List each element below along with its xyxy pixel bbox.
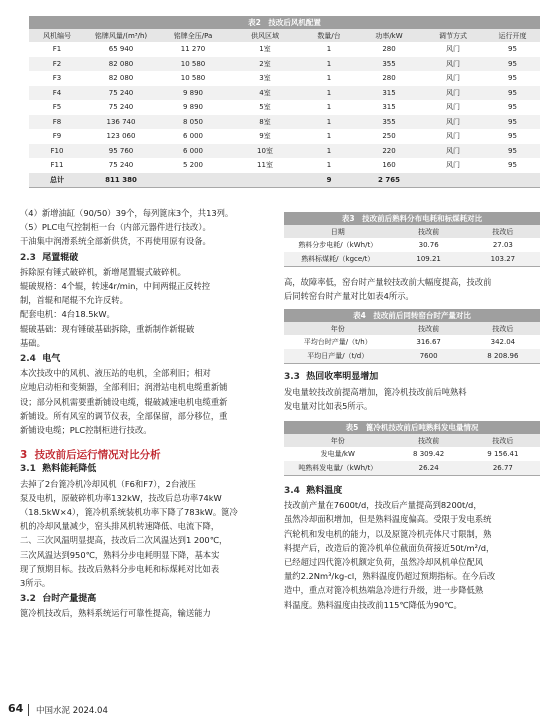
table-cell: 82 080	[108, 74, 134, 83]
table-row	[29, 158, 540, 173]
table-row	[29, 86, 540, 101]
table-cell: 3室	[259, 74, 271, 83]
text-line: 辊破基础：现有锤破基础拆除，重新制作新辊破	[20, 323, 195, 334]
text-line: 现了预期目标。技改后熟料分步电耗和标煤耗对比如表	[20, 563, 220, 574]
text-line: 机的冷却风量减少，窑头排风机转速降低、电流下降，	[20, 521, 220, 532]
text-line: 造中，重点对篦冷机热端急冷进行升级，进一步降低熟	[284, 585, 484, 596]
column-header: 技改前	[392, 434, 466, 447]
column-header: 技改后	[466, 225, 540, 238]
table-cell: 5室	[259, 103, 271, 112]
text-line: 料提产后，改造后的篦冷机单位截面负荷接近50t/m²/d，	[284, 542, 495, 553]
table-cell: 95	[508, 132, 517, 141]
table-cell: 8 208.96	[466, 349, 540, 363]
table-row	[29, 115, 540, 130]
column-header: 风机编号	[29, 29, 85, 42]
table5-grid	[284, 434, 540, 475]
paragraph-equipment	[20, 206, 274, 249]
text-line: 应地启动柜和变频器，全部利旧；润滑站电机电缆重新铺	[20, 382, 228, 393]
text-line: 拆除原有锤式破碎机，新增尾置辊式破碎机。	[20, 266, 186, 277]
table-cell: F11	[50, 161, 64, 170]
table-cell: 316.67	[416, 338, 441, 347]
page-number: 64	[8, 702, 24, 715]
table-cell: 75 240	[108, 103, 134, 112]
table-cell: 95	[485, 86, 540, 101]
table-cell: 250	[382, 132, 396, 141]
table-cell: 熟料分步电耗/（kWh/t）	[298, 241, 378, 249]
column-header: 技改前	[392, 225, 466, 238]
table3	[284, 212, 540, 267]
paragraph-output-cont	[284, 275, 540, 303]
table-cell: 220	[357, 144, 421, 159]
table-cell: 75 240	[108, 161, 134, 170]
text-line: 高，故障率低，窑台时产量较技改前大幅度提高，技改前	[284, 277, 492, 287]
table-cell: 风门	[421, 144, 485, 159]
text-line: （5）PLC电气控制柜一台（内部元器件进行技改）。	[20, 222, 211, 233]
table-row	[284, 349, 540, 363]
table5-caption: 表5 篦冷机技改前后吨熟料发电量情况	[284, 421, 540, 434]
text-line: 辊破规格：4个辊，转速4r/min，中间两辊正反转控	[20, 281, 211, 292]
table-cell: 123 060	[106, 132, 136, 141]
table-cell: 75 240	[85, 86, 157, 101]
text-line: 基础。	[20, 337, 45, 348]
table-cell: 11 270	[180, 45, 206, 54]
table-cell: F3	[52, 74, 62, 83]
table-row	[284, 461, 540, 475]
table-cell	[421, 173, 485, 188]
text-line: 发电量对比如表5所示。	[284, 400, 373, 411]
table-cell: F4	[29, 86, 85, 101]
heading-3: 3 技改前后运行情况对比分析	[20, 449, 161, 462]
text-line: 3所示。	[20, 578, 51, 589]
table-cell	[157, 173, 229, 188]
column-header: 技改后	[466, 434, 540, 447]
table-cell: F5	[52, 103, 62, 112]
table-cell: 6 000	[157, 144, 229, 159]
table-cell: 10室	[229, 144, 301, 159]
journal-name: 中国水泥 2024.04	[36, 706, 108, 716]
paragraph-clinker-temp	[284, 498, 540, 612]
heading-3-1: 3.1 熟料能耗降低	[20, 464, 97, 475]
table-cell: 10 580	[157, 57, 229, 72]
table-cell: 1	[301, 57, 357, 72]
text-line: 三次风温达到950℃，熟料分步电耗明显下降，基本实	[20, 549, 220, 560]
table-cell: 风门	[446, 161, 460, 170]
table-cell: 355	[357, 115, 421, 130]
right-column	[284, 212, 540, 612]
table-cell: 平均日产量/（t/d）	[284, 349, 392, 363]
table-cell: 1	[326, 103, 332, 112]
column-header: 技改前	[392, 322, 466, 335]
table-cell: 355	[357, 57, 421, 72]
text-line: 后同转窑台时产量对比如表4所示。	[284, 291, 414, 302]
table-cell: 315	[382, 103, 396, 112]
table-cell: 2室	[229, 57, 301, 72]
table-cell: 平均台时产量/（t/h）	[303, 338, 372, 347]
text-line: 虽然冷却面积增加，但是熟料温度偏高。受限于发电系统	[284, 514, 492, 525]
table-row	[284, 335, 540, 349]
table4-caption: 表4 技改前后同转窑台时产量对比	[284, 309, 540, 322]
paragraph-heat-recovery	[284, 385, 540, 413]
heading-3-4: 3.4 熟料温度	[284, 486, 343, 497]
table2-caption: 表2 技改后风机配置	[29, 16, 540, 29]
footer-divider	[28, 704, 29, 716]
text-line: 二、三次风温明显提高，技改后二次风温达到1 200℃，	[20, 535, 228, 546]
table-row	[29, 144, 540, 159]
table-row	[29, 129, 540, 144]
section-3-4	[284, 484, 540, 612]
table-cell: 342.04	[490, 338, 516, 347]
table-cell: 9	[301, 173, 357, 188]
table-cell: 65 940	[108, 45, 134, 54]
column-header: 数量/台	[301, 29, 357, 42]
table-cell: F2	[29, 57, 85, 72]
table-cell: 9 156.41	[487, 450, 519, 459]
column-header: 运行开度	[485, 29, 540, 42]
table-cell: 315	[357, 86, 421, 101]
footer	[0, 700, 556, 726]
column-header: 铭牌全压/Pa	[157, 29, 229, 42]
heading-2-4: 2.4 电气	[20, 354, 61, 365]
paragraph-output	[20, 606, 274, 620]
table-cell: 1	[326, 45, 332, 54]
table-cell: 82 080	[85, 57, 157, 72]
table-cell: 7600	[392, 349, 466, 363]
table-cell	[485, 173, 540, 188]
table-cell: 109.21	[392, 252, 466, 266]
table-cell: F8	[29, 115, 85, 130]
table-cell: 95	[485, 57, 540, 72]
heading-3-2: 3.2 台时产量提高	[20, 594, 97, 605]
table-cell: 95	[485, 144, 540, 159]
text-line: 篦冷机技改后，熟料系统运行可靠性提高，输送能力	[20, 608, 211, 619]
table-cell: 5 200	[182, 161, 204, 170]
table-cell: 9室	[259, 132, 271, 141]
text-line: （4）新增油缸（90/50）39个，每列篦床3个，共13列。	[20, 208, 234, 218]
table-row	[284, 447, 540, 461]
table-cell: 160	[382, 161, 396, 170]
table-cell: 1	[326, 161, 332, 170]
text-line: 干油集中润滑系统全部新供货，不再使用原有设备。	[20, 236, 211, 247]
table-cell: 95	[508, 74, 517, 83]
table-cell: 发电量/kW	[320, 450, 355, 459]
column-header: 铭牌风量/(m³/h)	[85, 29, 157, 42]
table-cell: 95	[508, 45, 517, 54]
table-cell: F9	[52, 132, 62, 141]
table-row	[29, 57, 540, 72]
text-line: 设；部分风机需要重新铺设电缆，辊破减速电机电缆重新	[20, 396, 228, 407]
text-line: 配套电机：4台18.5kW。	[20, 309, 115, 320]
text-line: 制，首辊和尾辊不允许反转。	[20, 295, 128, 306]
table-cell: 1	[301, 86, 357, 101]
table-total-row	[29, 173, 540, 188]
table-cell: 280	[382, 74, 396, 83]
table-cell: 95	[508, 103, 517, 112]
table5	[284, 421, 540, 476]
table-cell: 95 760	[85, 144, 157, 159]
table-cell: 熟料标煤耗/（kgce/t）	[284, 252, 392, 266]
table-cell: 811 380	[85, 173, 157, 188]
column-header: 日期	[284, 225, 392, 238]
table-cell: 30.76	[418, 241, 439, 249]
table-row	[284, 238, 540, 252]
table-cell: 1	[301, 115, 357, 130]
column-header: 技改后	[466, 322, 540, 335]
table-cell: 吨熟料发电量/（kWh/t）	[284, 461, 392, 475]
text-line: 技改前产量在7600t/d，技改后产量提高到8200t/d，	[284, 500, 482, 511]
table-cell: 1	[326, 74, 332, 83]
table-row	[29, 42, 540, 57]
table-cell: 总计	[29, 173, 85, 188]
text-line: 料温度。熟料温度由技改前115℃降低为90℃。	[284, 599, 462, 610]
table-cell: 103.27	[466, 252, 540, 266]
column-header: 年份	[284, 322, 392, 335]
text-line: 量约2.2Nm³/kg-cl，熟料温度仍超过预期指标。在今后改	[284, 571, 496, 582]
table2-grid	[29, 29, 540, 187]
text-line: 已经超过四代篦冷机额定负荷，虽然冷却风机单位配风	[284, 557, 484, 568]
table-cell: 9 890	[182, 103, 204, 112]
text-line: 汽轮机和发电机的能力，以及原篦冷机壳体尺寸限制，熟	[284, 528, 492, 539]
table-cell: 95	[508, 161, 517, 170]
table-cell: 26.24	[392, 461, 466, 475]
text-line: 本次技改中的风机、液压站的电机，全部利旧；相对	[20, 368, 211, 379]
table4-grid	[284, 322, 540, 363]
table-cell: 风门	[446, 45, 460, 54]
paragraph-roll-crusher	[20, 265, 274, 350]
table-cell	[229, 173, 301, 188]
table-cell: 1室	[259, 45, 271, 54]
column-header: 调节方式	[421, 29, 485, 42]
table2	[29, 16, 540, 188]
table-cell: 风门	[446, 74, 460, 83]
table-cell: 8室	[229, 115, 301, 130]
heading-2-3: 2.3 尾置辊破	[20, 252, 79, 263]
table-cell: 95	[485, 115, 540, 130]
table-cell: 2 765	[357, 173, 421, 188]
text-line: 新铺设电缆；PLC控制柜进行技改。	[20, 425, 152, 436]
table-cell: 10 580	[180, 74, 206, 83]
table-cell: 8 050	[157, 115, 229, 130]
table-cell: 11室	[257, 161, 273, 170]
table-cell: 风门	[446, 103, 460, 112]
paragraph-electrical	[20, 366, 274, 437]
text-line: 去掉了2台篦冷机冷却风机（F6和F7），2台液压	[20, 478, 196, 489]
column-header: 供风区域	[229, 29, 301, 42]
table3-caption: 表3 技改前后熟料分布电耗和标煤耗对比	[284, 212, 540, 225]
table3-grid	[284, 225, 540, 266]
left-column	[20, 206, 274, 621]
text-line: 发电量较技改前提高增加，篦冷机技改前后吨熟料	[284, 386, 467, 397]
column-header: 功率/kW	[357, 29, 421, 42]
table-cell: 136 740	[85, 115, 157, 130]
table-row	[29, 71, 540, 86]
table-cell: 风门	[421, 57, 485, 72]
paragraph-energy	[20, 477, 274, 591]
table-cell: 9 890	[157, 86, 229, 101]
table-row	[284, 252, 540, 266]
table-row	[29, 100, 540, 115]
text-line: 泵及电机，原破碎机功率132kW，技改后总功率74kW	[20, 492, 222, 503]
table-cell: 27.03	[492, 241, 513, 249]
table-cell: 8 309.42	[413, 450, 445, 459]
column-header: 年份	[284, 434, 392, 447]
table-cell: 风门	[421, 86, 485, 101]
text-line: （18.5kW×4），篦冷机系统装机功率下降了783kW。篦冷	[20, 507, 238, 518]
table-cell: 1	[301, 144, 357, 159]
table4	[284, 309, 540, 364]
table-cell: 风门	[421, 115, 485, 130]
section-3-3	[284, 370, 540, 413]
table-cell: F10	[29, 144, 85, 159]
table-cell: 6 000	[182, 132, 204, 141]
table-cell: 1	[326, 132, 332, 141]
table-cell: 4室	[229, 86, 301, 101]
table-cell: 280	[382, 45, 396, 54]
table-cell: 26.77	[466, 461, 540, 475]
table-cell: 风门	[446, 132, 460, 141]
table-cell: F1	[52, 45, 62, 54]
text-line: 新铺设。所有风室的调节仪表，全部保留，部分移位，重	[20, 410, 228, 421]
heading-3-3: 3.3 热回收率明显增加	[284, 372, 379, 383]
